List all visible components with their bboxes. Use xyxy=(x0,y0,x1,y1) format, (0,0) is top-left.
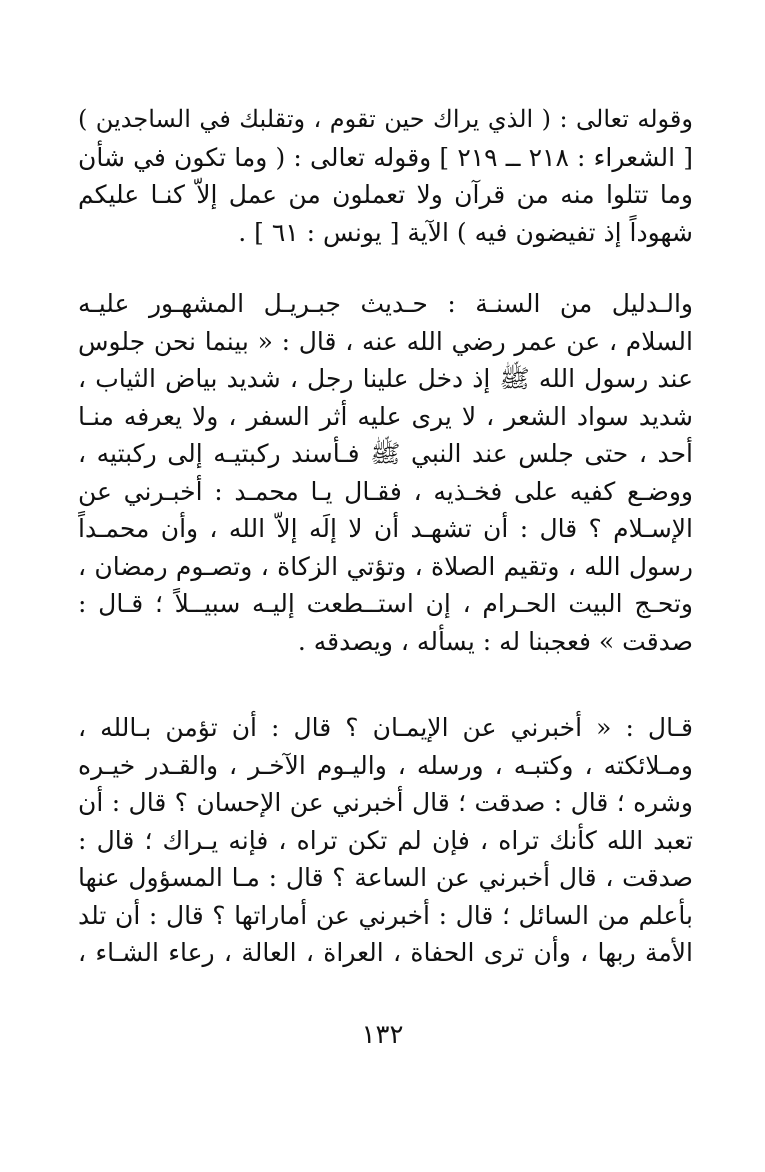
paragraph-1 xyxy=(78,101,693,251)
text-line: السلام ، عن عمر رضي الله عنه ، قال : « بينما نحن جلوس xyxy=(78,326,693,356)
text-line: بأعلم من السائل ؛ قال : أخبرني عن أماراتها ؟ قال : أن تلد xyxy=(78,900,693,930)
text-line: تعبد الله كأنك تراه ، فإن لم تكن تراه ، فإنه يـراك ؛ قال : xyxy=(78,825,693,855)
text-line: وما تتلوا منه من قرآن ولا تعملون من عمل إلاّ كنـا عليكم xyxy=(78,180,693,209)
text-line: شهوداً إذ تفيضون فيه ) الآية [ يونس : ٦١ ] . xyxy=(238,217,693,247)
text-line: قـال : « أخبرني عن الإيمـان ؟ قال : أن تؤمن بـالله ، xyxy=(78,713,693,742)
text-line: رسول الله ، وتقيم الصلاة ، وتؤتي الزكاة ، وتصـوم رمضان ، xyxy=(78,551,693,581)
text-line: وقوله تعالى : ( الذي يراك حين تقوم ، وتقلبك في الساجدين ) xyxy=(78,105,693,133)
paragraph-3 xyxy=(78,709,693,972)
text-line: والـدليل من السنـة : حـديث جبـريـل المشهـور عليـه xyxy=(78,289,693,318)
text-line: الإسـلام ؟ قال : أن تشهـد أن لا إلَه إلاّ الله ، وأن محمـداً xyxy=(78,514,693,543)
text-line: صدقت ، قال أخبرني عن الساعة ؟ قال : مـا المسؤول عنها xyxy=(78,863,693,892)
text-line: أحد ، حتى جلس عند النبي ﷺ فـأسند ركبتيـه إلى ركبتيه ، xyxy=(78,439,693,468)
text-line: عند رسول الله ﷺ إذ دخل علينا رجل ، شديد بياض الثياب ، xyxy=(78,364,693,393)
text-line: ووضـع كفيه على فخـذيه ، فقـال يـا محمـد : أخبـرني عن xyxy=(78,476,693,506)
text-line: وشره ؛ قال : صدقت ؛ قال أخبرني عن الإحسان ؟ قال : أن xyxy=(78,788,693,817)
text-line: وتحـج البيت الحـرام ، إن استــطعت إليـه سبيــلاً ؛ قـال : xyxy=(78,589,693,618)
page-number: ١٣٢ xyxy=(361,1020,404,1050)
text-line: صدقت » فعجبنا له : يسأله ، ويصدقه . xyxy=(297,626,693,656)
text-line: الأمة ربها ، وأن ترى الحفاة ، العراة ، العالة ، رعاء الشـاء ، xyxy=(78,938,693,967)
text-line: [ الشعراء : ٢١٨ ــ ٢١٩ ] وقوله تعالى : ( وما تكون في شأن xyxy=(78,142,693,172)
text-line: شديد سواد الشعر ، لا يرى عليه أثر السفر ، ولا يعرفه منـا xyxy=(78,401,693,431)
text-line: ومـلائكته ، وكتبـه ، ورسله ، واليـوم الآخـر ، والقـدر خيـره xyxy=(78,750,693,780)
paragraph-2 xyxy=(78,285,693,660)
